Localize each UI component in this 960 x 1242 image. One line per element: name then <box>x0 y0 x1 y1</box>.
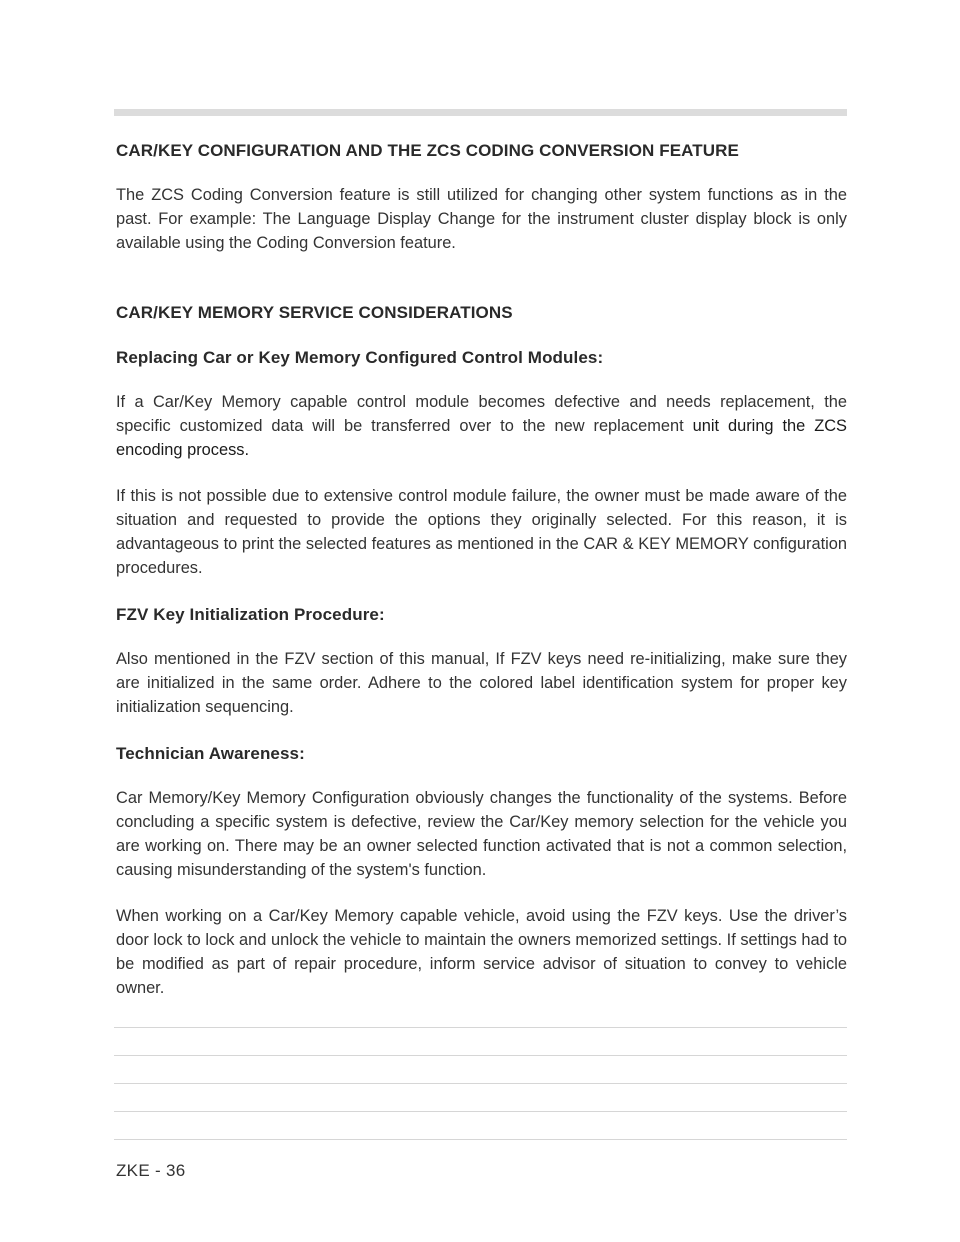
subheading-technician-awareness: Technician Awareness: <box>116 744 305 763</box>
paragraph-technician-awareness: Car Memory/Key Memory Configuration obviously changes the functionality of the systems. Before concluding a specific system is defective, review the Car/Key memory selection for the vehicle you are working on. There may be an owner selected function activated that is not a common selection, causing misunderstanding of the system's function. <box>116 789 847 879</box>
top-divider <box>114 109 847 116</box>
note-line <box>114 1139 847 1140</box>
page-content <box>116 138 847 1000</box>
paragraph-module-failure: If this is not possible due to extensive control module failure, the owner must be made aware of the situation and requested to provide the options they originally selected. For this reason, it is advantageous to print the selected features as mentioned in the CAR & KEY MEMORY configuration procedures. <box>116 487 847 577</box>
subheading-replacing-modules: Replacing Car or Key Memory Configured Control Modules: <box>116 348 604 367</box>
section-heading-zcs: CAR/KEY CONFIGURATION AND THE ZCS CODING CONVERSION FEATURE <box>116 141 739 160</box>
paragraph-replacing-modules <box>116 390 847 462</box>
paragraph-replacing-modules-highlight: unit during the ZCS encoding process. <box>116 417 847 459</box>
note-line <box>114 1111 847 1112</box>
paragraph-zcs: The ZCS Coding Conversion feature is still utilized for changing other system functions as in the past. For example: The Language Display Change for the instrument cluster display block is only available using the Coding Conversion feature. <box>116 186 847 252</box>
paragraph-replacing-modules-text: If a Car/Key Memory capable control module becomes defective and needs replacement, the specific customized data will be transferred over to the new replacement <box>116 393 847 435</box>
paragraph-fzv-key: Also mentioned in the FZV section of this manual, If FZV keys need re-initializing, make sure they are initialized in the same order. Adhere to the colored label identification system for proper key initialization sequencing. <box>116 650 847 716</box>
paragraph-working-on-vehicle: When working on a Car/Key Memory capable vehicle, avoid using the FZV keys. Use the driver’s door lock to lock and unlock the vehicle to maintain the owners memorized settings. If settings had to be modified as part of repair procedure, inform service advisor of situation to convey to vehicle owner. <box>116 907 847 997</box>
note-line <box>114 1027 847 1028</box>
notes-lines <box>114 1027 847 1167</box>
page-number: ZKE - 36 <box>116 1161 186 1180</box>
note-line <box>114 1083 847 1084</box>
note-line <box>114 1055 847 1056</box>
subheading-fzv-key: FZV Key Initialization Procedure: <box>116 605 385 624</box>
section-heading-service: CAR/KEY MEMORY SERVICE CONSIDERATIONS <box>116 303 513 322</box>
